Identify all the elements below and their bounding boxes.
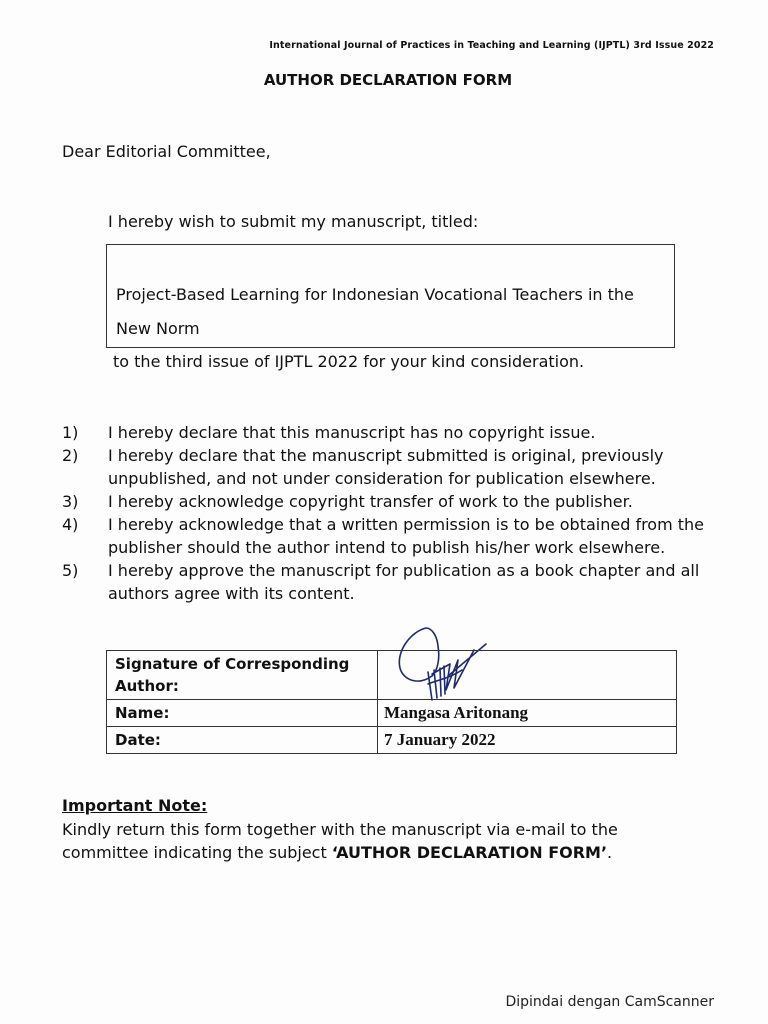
name-value: Mangasa Aritonang [378,700,677,727]
declarations-list [62,421,722,605]
date-value: 7 January 2022 [378,727,677,754]
declaration-text: I hereby declare that the manuscript submitted is original, previously unpublished, and not under consideration for publication elsewhere. [108,446,664,488]
declaration-number: 3) [62,492,79,511]
declaration-text: I hereby approve the manuscript for publication as a book chapter and all authors agree with its content. [108,561,700,603]
declaration-text: I hereby acknowledge that a written permission is to be obtained from the publisher should the author intend to publish his/her work elsewhere. [108,515,705,557]
declaration-text: I hereby declare that this manuscript has no copyright issue. [108,423,596,442]
note-body-text: Kindly return this form together with the manuscript via e-mail to the committee indicating the subject [62,820,618,862]
declaration-item [62,513,722,559]
note-subject-emphasis: ‘AUTHOR DECLARATION FORM’ [331,843,608,862]
declaration-item [62,444,722,490]
submission-intro: I hereby wish to submit my manuscript, titled: [108,212,479,231]
consideration-text: to the third issue of IJPTL 2022 for your kind consideration. [113,352,585,371]
salutation: Dear Editorial Committee, [62,142,271,161]
declaration-number: 4) [62,515,79,534]
handwritten-signature-icon [388,614,498,724]
declaration-item [62,490,722,513]
declaration-item [62,559,722,605]
form-title: AUTHOR DECLARATION FORM [263,71,513,89]
date-label: Date: [107,727,378,754]
declaration-number: 2) [62,446,79,465]
date-row [107,727,677,754]
declaration-number: 5) [62,561,79,580]
declaration-text: I hereby acknowledge copyright transfer of work to the publisher. [108,492,633,511]
manuscript-title-line-1: Project-Based Learning for Indonesian Vocational Teachers in the [116,285,634,304]
manuscript-title-line-2: New Norm [116,319,200,338]
journal-header: International Journal of Practices in Teaching and Learning (IJPTL) 3rd Issue 2022 [269,40,714,51]
important-note-heading: Important Note: [62,796,208,815]
camscanner-watermark: Dipindai dengan CamScanner [505,994,714,1010]
name-label: Name: [107,700,378,727]
manuscript-title-box [106,244,675,348]
declaration-item [62,421,722,444]
declaration-number: 1) [62,423,79,442]
note-body-end: . [607,843,613,862]
signature-label: Signature of Corresponding Author: [107,651,378,700]
important-note-body [62,818,702,864]
